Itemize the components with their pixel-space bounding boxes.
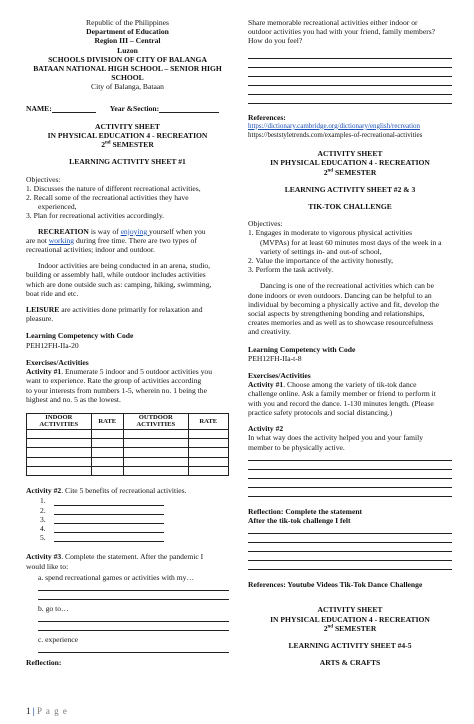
answer-line[interactable] bbox=[248, 77, 452, 86]
dancing-para-6: and creativity. bbox=[248, 327, 291, 337]
share-line-3: How do you feel? bbox=[248, 36, 303, 46]
share-line-2: outdoor activities you had with your friend, family members? bbox=[248, 27, 436, 37]
references-label: References: bbox=[248, 112, 286, 122]
name-label: NAME: bbox=[26, 103, 52, 113]
name-field[interactable] bbox=[52, 112, 96, 113]
indoor-para-2: building or assembly hall, while outdoor includes activities bbox=[26, 270, 206, 280]
answer-line[interactable] bbox=[248, 488, 452, 497]
answer-line[interactable] bbox=[248, 452, 452, 461]
objective-2-1-cont2: variety of settings in- and out-of school, bbox=[260, 246, 382, 256]
objectives-label: Objectives: bbox=[26, 174, 61, 184]
competency-code: PEH12FH-IIa-20 bbox=[26, 340, 79, 350]
activity1-line1: Activity #1. Enumerate 5 indoor and 5 outdoor activities you bbox=[26, 367, 213, 377]
activity3: Activity #3. Complete the statement. After the pandemic I bbox=[26, 552, 204, 562]
answer-line[interactable] bbox=[38, 582, 229, 591]
year-section-field[interactable] bbox=[159, 112, 219, 113]
list-item[interactable]: 3. bbox=[40, 515, 229, 524]
answer-line[interactable] bbox=[248, 95, 452, 104]
col-rate-1: RATE bbox=[91, 413, 123, 429]
page-label: P a g e bbox=[36, 706, 68, 716]
objective-1: 1. Discusses the nature of different recreational activities, bbox=[26, 183, 201, 193]
leisure-definition: LEISURE are activities done primarily for relaxation and bbox=[26, 305, 203, 315]
reflection-subtitle: After the tik-tok challenge I felt bbox=[248, 515, 351, 525]
activity2: Activity #2. Cite 5 benefits of recreational activities. bbox=[26, 486, 187, 496]
tiktok-activity1-line2: challenge online. Ask a family member or friend to perform it bbox=[248, 389, 436, 399]
recreation-definition-3: recreational activities; indoor and outdoor. bbox=[26, 245, 155, 255]
sheet1-title: ACTIVITY SHEET bbox=[95, 121, 160, 131]
answer-line[interactable] bbox=[248, 461, 452, 470]
answer-line[interactable] bbox=[248, 470, 452, 479]
reflection-answer-lines bbox=[248, 525, 452, 570]
tiktok-activity2-line1: In what way does the activity helped you and your family bbox=[248, 433, 424, 443]
recreation-definition-2: are not working during free time. There are two types of bbox=[26, 235, 197, 245]
dancing-para-2: done indoors or even outdoors. Dancing can be helpful to an bbox=[248, 290, 432, 300]
list-item[interactable]: 1. bbox=[40, 496, 229, 505]
activity2-list bbox=[40, 496, 229, 542]
leisure-definition-2: pleasure. bbox=[26, 314, 54, 324]
objective-2: 2. Recall some of the recreational activities they have bbox=[26, 193, 189, 203]
activity1-line4: highest and no. 5 as the lowest. bbox=[26, 394, 121, 404]
answer-line[interactable] bbox=[248, 479, 452, 488]
objective-2-3: 3. Perform the task actively. bbox=[248, 265, 334, 275]
answer-line[interactable] bbox=[248, 543, 452, 552]
exercises-label-2: Exercises/Activities bbox=[248, 371, 311, 381]
header-school-2: SCHOOL bbox=[111, 73, 144, 83]
col-outdoor: OUTDOOR ACTIVITIES bbox=[123, 413, 188, 429]
col-indoor: INDOOR ACTIVITIES bbox=[27, 413, 92, 429]
tiktok-activity1-line4: practice safety protocols and social distancing.) bbox=[248, 407, 393, 417]
answer-line[interactable] bbox=[248, 552, 452, 561]
sheet3-subject: IN PHYSICAL EDUCATION 4 - RECREATION bbox=[270, 614, 430, 624]
competency-label: Learning Competency with Code bbox=[26, 331, 134, 341]
answer-line[interactable] bbox=[248, 50, 452, 59]
name-row bbox=[26, 104, 229, 113]
indoor-para-4: boat ride and etc. bbox=[26, 288, 79, 298]
competency-label-2: Learning Competency with Code bbox=[248, 344, 356, 354]
rating-table-header bbox=[27, 413, 229, 429]
sheet2-subject: IN PHYSICAL EDUCATION 4 - RECREATION bbox=[270, 158, 430, 168]
right-column bbox=[248, 0, 452, 667]
answer-line[interactable] bbox=[38, 644, 229, 653]
year-section-label: Year &Section: bbox=[109, 103, 160, 113]
tiktok-heading: TIK-TOK CHALLENGE bbox=[308, 202, 392, 212]
answer-line[interactable] bbox=[248, 59, 452, 68]
sheet2-title: ACTIVITY SHEET bbox=[317, 149, 383, 159]
objectives-label-2: Objectives: bbox=[248, 219, 283, 229]
competency-code-2: PEH12FH-IIa-t-8 bbox=[248, 353, 302, 363]
indoor-para-1: Indoor activities are being conducted in an arena, studio, bbox=[38, 261, 211, 271]
sheet2-semester: 2nd SEMESTER bbox=[323, 167, 377, 177]
sheet3-heading: LEARNING ACTIVITY SHEET #4-5 bbox=[288, 640, 412, 650]
sheet3-title: ACTIVITY SHEET bbox=[317, 605, 383, 615]
sheet2-heading: LEARNING ACTIVITY SHEET #2 & 3 bbox=[284, 184, 416, 194]
activity2-answer-lines bbox=[248, 452, 452, 497]
objective-2-1: 1. Engages in moderate to vigorous physical activities bbox=[248, 228, 413, 238]
answer-line[interactable] bbox=[248, 534, 452, 543]
list-item[interactable]: 4. bbox=[40, 524, 229, 533]
activity3-a: a. spend recreational games or activities with my… bbox=[38, 572, 195, 582]
list-item[interactable]: 5. bbox=[40, 533, 229, 542]
sheet1-heading: LEARNING ACTIVITY SHEET #1 bbox=[69, 157, 186, 167]
table-row[interactable] bbox=[27, 429, 229, 438]
objective-2-cont: experienced, bbox=[38, 202, 77, 212]
arts-crafts-heading: ARTS & CRAFTS bbox=[319, 658, 381, 668]
dancing-para-1: Dancing is one of the recreational activities which can be bbox=[260, 281, 434, 291]
col-rate-2: RATE bbox=[188, 413, 228, 429]
dancing-para-3: individual by becoming a physically active and fit, develop the bbox=[248, 299, 440, 309]
page-footer bbox=[26, 706, 68, 716]
header-republic: Republic of the Philippines bbox=[86, 18, 169, 27]
dancing-para-4: social aspects by strengthening bonding and relationships, bbox=[248, 309, 425, 319]
header-luzon: Luzon bbox=[117, 45, 138, 55]
activity1-line3: to your interests from numbers 1-5, wherein no. 1 being the bbox=[26, 385, 207, 395]
reflection-title: Reflection: Complete the statement bbox=[248, 506, 363, 516]
rating-table bbox=[26, 413, 229, 476]
activity3-c: c. experience bbox=[38, 635, 79, 645]
share-line-1: Share memorable recreational activities either indoor or bbox=[248, 18, 418, 27]
footer-separator: | bbox=[32, 706, 35, 716]
activity1-line2: want to experience. Rate the group of activities according bbox=[26, 376, 202, 386]
table-row[interactable] bbox=[27, 457, 229, 466]
sheet3-semester: 2nd SEMESTER bbox=[323, 623, 377, 633]
objective-2-1-cont: (MVPAs) for at least 60 minutes most days of the week in a bbox=[260, 237, 442, 247]
table-row[interactable] bbox=[27, 448, 229, 457]
answer-line[interactable] bbox=[38, 591, 229, 600]
header-deped: Department of Education bbox=[86, 27, 169, 37]
reference-link-2: https://beststyletrends.com/examples-of-recreational-activities bbox=[248, 131, 423, 140]
share-answer-lines bbox=[248, 50, 452, 104]
sheet1-subject: IN PHYSICAL EDUCATION 4 - RECREATION bbox=[47, 131, 208, 141]
answer-line[interactable] bbox=[248, 525, 452, 534]
reference-link-1[interactable]: https://dictionary.cambridge.org/dictionary/english/recreation bbox=[248, 121, 421, 130]
objective-2-2: 2. Value the importance of the activity honestly, bbox=[248, 256, 394, 266]
header-school: BATAAN NATIONAL HIGH SCHOOL – SENIOR HIGH bbox=[33, 64, 222, 74]
tiktok-activity2-label: Activity #2 bbox=[248, 424, 284, 434]
list-item[interactable]: 2. bbox=[40, 506, 229, 515]
activity3-cont: would like to: bbox=[26, 561, 69, 571]
tiktok-activity1-line1: Activity #1. Choose among the variety of tik-tok dance bbox=[248, 380, 417, 390]
dancing-para-5: creates memories and as well as to showcase resourcefulness bbox=[248, 318, 434, 328]
answer-line[interactable] bbox=[248, 86, 452, 95]
page-number: 1 bbox=[26, 706, 31, 716]
tiktok-activity1-line3: with you and record the dance. 1-130 minutes length. (Please bbox=[248, 398, 434, 408]
left-column bbox=[26, 0, 229, 668]
answer-line[interactable] bbox=[248, 68, 452, 77]
references-tiktok: References: Youtube Videos Tik-Tok Dance Challenge bbox=[248, 580, 423, 590]
header-region: Region III – Central bbox=[94, 36, 161, 46]
reflection-label: Reflection: bbox=[26, 658, 62, 668]
recreation-definition: RECREATION is way of enjoying yourself when you bbox=[38, 226, 206, 236]
answer-line[interactable] bbox=[38, 622, 229, 631]
answer-line[interactable] bbox=[38, 613, 229, 622]
indoor-para-3: which are done outside such as: camping, hiking, swimming, bbox=[26, 279, 212, 289]
table-row[interactable] bbox=[27, 439, 229, 448]
header-division: SCHOOLS DIVISION OF CITY OF BALANGA bbox=[48, 54, 207, 64]
header-city: City of Balanga, Bataan bbox=[91, 82, 164, 92]
table-row[interactable] bbox=[27, 466, 229, 475]
activity3-b: b. go to… bbox=[38, 603, 69, 613]
exercises-label: Exercises/Activities bbox=[26, 357, 89, 367]
objective-3: 3. Plan for recreational activities accordingly. bbox=[26, 211, 165, 221]
tiktok-activity2-line2: member to be physically active. bbox=[248, 442, 345, 452]
answer-line[interactable] bbox=[248, 561, 452, 570]
sheet1-semester: 2nd SEMESTER bbox=[101, 140, 154, 150]
